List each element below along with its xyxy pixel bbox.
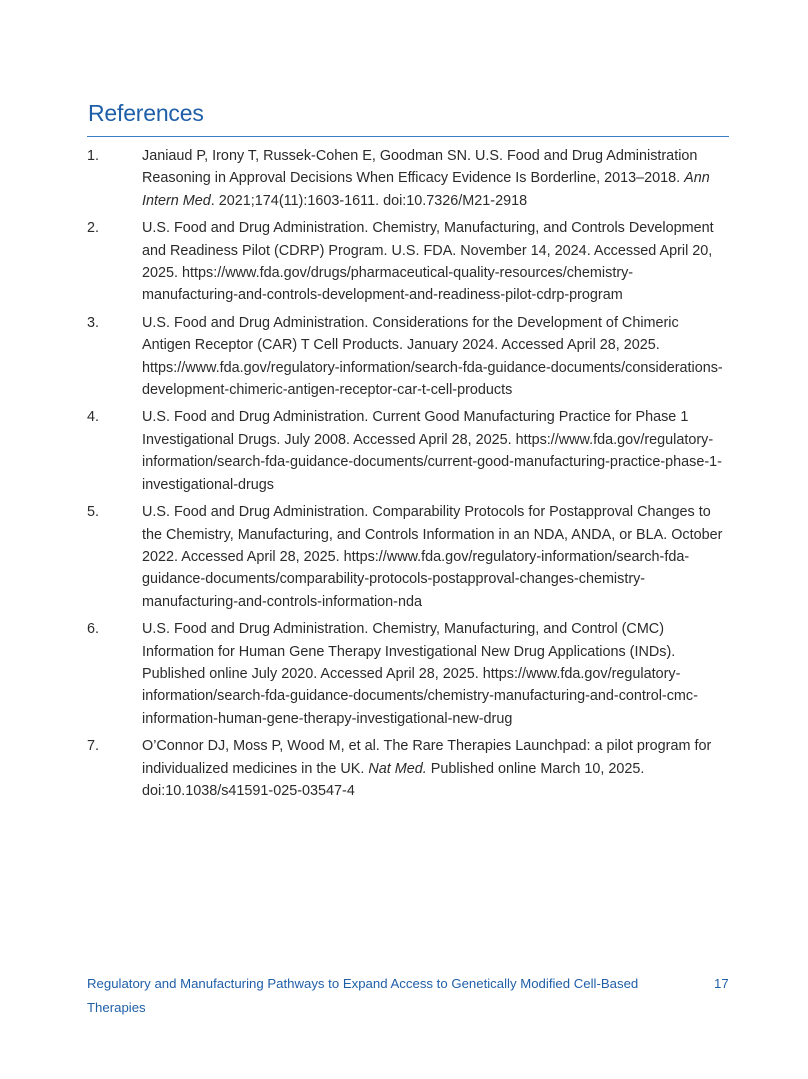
reference-item	[87, 501, 729, 613]
reference-text	[142, 145, 729, 212]
reference-item	[87, 735, 729, 802]
reference-number: 7.	[87, 738, 100, 755]
reference-text-main: U.S. Food and Drug Administration. Comparability Protocols for Postapproval Changes to the Chemistry, Manufacturing, and Controls Information in an NDA, ANDA, or BLA. October 2022. Accessed April 28, 2025. https://www.fda.gov/regulatory-information/search-fda-guidance-documents/comparability-protocols-postapproval-changes-chemistry-manufacturing-and-controls-information-nda	[142, 504, 723, 610]
reference-number: 1.	[87, 148, 100, 164]
reference-text	[142, 618, 729, 730]
reference-text	[142, 312, 729, 402]
reference-text	[142, 217, 729, 307]
reference-item	[87, 217, 729, 307]
reference-journal: Nat Med.	[368, 760, 427, 777]
reference-number: 5.	[87, 504, 100, 521]
reference-number: 2.	[87, 220, 100, 237]
reference-item	[87, 145, 729, 212]
reference-text-tail: Published online March 10, 2025. doi:10.1038/s41591-025-03547-4	[142, 760, 645, 799]
reference-number: 6.	[87, 621, 100, 638]
reference-list	[87, 145, 729, 807]
reference-number: 4.	[87, 409, 100, 426]
reference-text-main: Janiaud P, Irony T, Russek-Cohen E, Goodman SN. U.S. Food and Drug Administration Reasoning in Approval Decisions When Efficacy Evidence Is Borderline, 2013–2018.	[142, 148, 698, 187]
reference-item	[87, 618, 729, 730]
reference-text-main: U.S. Food and Drug Administration. Chemistry, Manufacturing, and Control (CMC) Information for Human Gene Therapy Investigational New Drug Applications (INDs). Published online July 2020. Accessed April 28, 2025. https://www.fda.gov/regulatory-information/search-fda-guidance-documents/chemistry-manufacturing-and-control-cmc-information-human-gene-therapy-investigational-new-drug	[142, 621, 698, 727]
reference-text-main: U.S. Food and Drug Administration. Considerations for the Development of Chimeric Antigen Receptor (CAR) T Cell Products. January 2024. Accessed April 28, 2025. https://www.fda.gov/regulatory-information/search-fda-guidance-documents/considerations-development-chimeric-antigen-receptor-car-t-cell-products	[142, 314, 723, 399]
heading-divider	[87, 136, 729, 137]
reference-text	[142, 501, 729, 613]
reference-item	[87, 406, 729, 496]
reference-text	[142, 406, 729, 496]
reference-text-tail: . 2021;174(11):1603-1611. doi:10.7326/M21-2918	[210, 192, 528, 209]
reference-text-main: U.S. Food and Drug Administration. Chemistry, Manufacturing, and Controls Development and Readiness Pilot (CDRP) Program. U.S. FDA. November 14, 2024. Accessed April 20, 2025. https://www.fda.gov/drugs/pharmaceutical-quality-resources/chemistry-manufacturing-and-controls-development-and-readiness-pilot-cdrp-program	[142, 220, 714, 304]
reference-text	[142, 735, 729, 802]
reference-journal: Ann Intern Med	[142, 170, 710, 209]
reference-item	[87, 312, 729, 402]
reference-text-main: O’Connor DJ, Moss P, Wood M, et al. The Rare Therapies Launchpad: a pilot program for individualized medicines in the UK.	[142, 738, 712, 777]
page-title: References	[88, 100, 204, 126]
reference-number: 3.	[87, 314, 100, 331]
page-number: 17	[714, 976, 729, 991]
reference-text-main: U.S. Food and Drug Administration. Current Good Manufacturing Practice for Phase 1 Investigational Drugs. July 2008. Accessed April 28, 2025. https://www.fda.gov/regulatory-information/search-fda-guidance-documents/current-good-manufacturing-practice-phase-1-investigational-drugs	[142, 409, 722, 493]
footer-document-title: Regulatory and Manufacturing Pathways to Expand Access to Genetically Modified Cell-Based Therapies	[87, 976, 639, 1015]
